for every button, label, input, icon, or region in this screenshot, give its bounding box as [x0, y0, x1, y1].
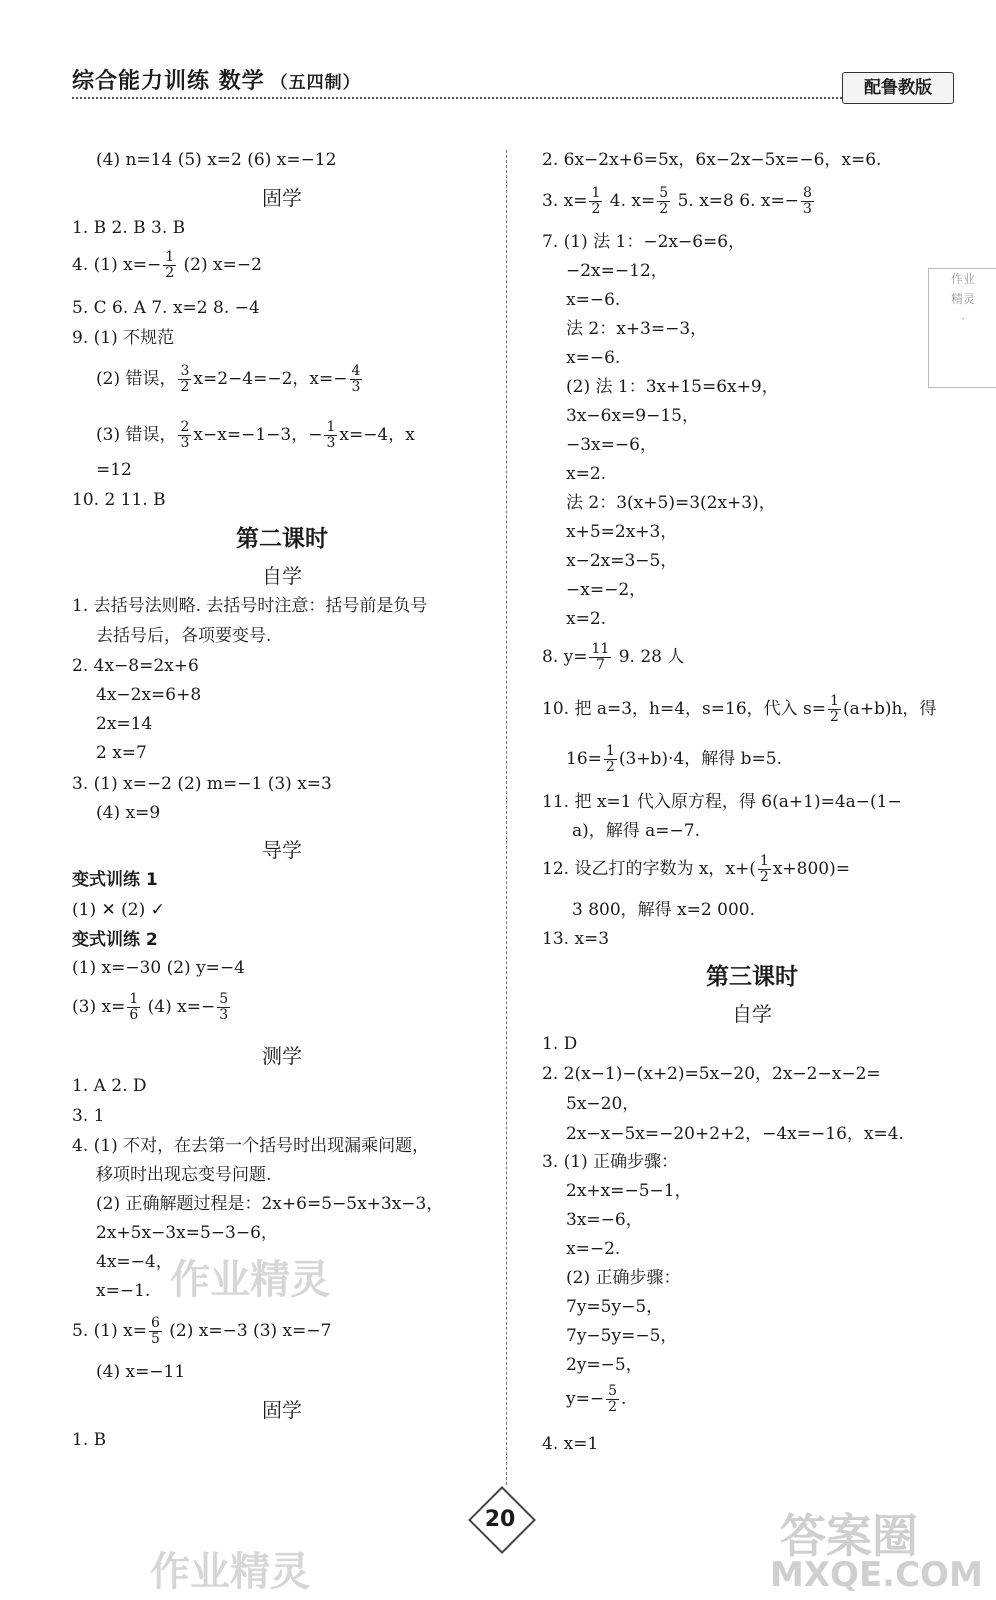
section-heading: 自学	[262, 564, 302, 588]
section-heading: 自学	[732, 1002, 772, 1026]
answer-line: 11. 把 x=1 代入原方程，得 6(a+1)=4a−(1−	[542, 792, 902, 812]
fraction: $\frac{1}{2}$	[165, 249, 175, 281]
header-subtitle: （五四制）	[270, 73, 361, 93]
answer-line: 2 x=7	[96, 743, 147, 763]
answer-line: x=−6.	[566, 290, 621, 310]
answer-line: 3. (1) 正确步骤：	[542, 1152, 679, 1172]
side-stamp: 作业 精灵 ·	[928, 268, 996, 388]
edition-badge: 配鲁教版	[842, 72, 954, 104]
answer-line: 2x−x−5x=−20+2+2，−4x=−16，x=4.	[566, 1124, 904, 1144]
header-title: 综合能力训练 数学 （五四制）	[72, 69, 361, 94]
answer-line: 5x−20，	[566, 1094, 640, 1114]
answer-line: a)，解得 a=−7.	[572, 821, 701, 841]
answer-line: 3x−6x=9−15，	[566, 406, 699, 426]
answer-line: 4x−2x=6+8	[96, 685, 202, 705]
answer-line: x+5=2x+3，	[566, 522, 678, 542]
watermark: 作业精灵	[170, 1257, 330, 1303]
answer-line: 9. (1) 不规范	[72, 328, 175, 348]
fraction: $\frac{1}{2}$	[759, 853, 769, 885]
answer-line: 法 2：3(x+5)=3(2x+3)，	[566, 493, 776, 513]
answer-line: 3x=−6，	[566, 1210, 643, 1230]
answer-line: 8. y= $\frac{11}{7}$ 9. 28 人	[542, 641, 685, 673]
answer-line: 7y=5y−5，	[566, 1297, 664, 1317]
answer-line: x=−2.	[566, 1239, 621, 1259]
answer-line: 1. A 2. D	[72, 1076, 147, 1096]
answer-line: 1. B	[72, 1430, 107, 1450]
page-number: 20	[484, 1507, 516, 1532]
answer-line: =12	[96, 460, 132, 480]
answer-line: 10. 2 11. B	[72, 490, 166, 510]
fraction: $\frac{5}{2}$	[608, 1383, 618, 1415]
answer-line: 1. 去括号法则略. 去括号时注意：括号前是负号	[72, 596, 428, 616]
answer-line: 4. x=1	[542, 1434, 599, 1454]
watermark: 答案圈	[780, 1509, 918, 1563]
fraction: $\frac{1}{2}$	[605, 743, 615, 775]
fraction: $\frac{8}{3}$	[802, 185, 812, 217]
answer-line: 4. (1) x=− $\frac{1}{2}$ (2) x=−2	[72, 249, 262, 281]
watermark: 作业精灵	[150, 1549, 310, 1595]
section-heading: 导学	[262, 838, 302, 862]
fraction: $\frac{5}{2}$	[659, 185, 669, 217]
fraction: $\frac{6}{5}$	[150, 1315, 160, 1347]
section-heading: 固学	[262, 1398, 302, 1422]
fraction: $\frac{3}{2}$	[180, 363, 190, 395]
answer-line: 2. 6x−2x+6=5x，6x−2x−5x=−6，x=6.	[542, 150, 882, 170]
answer-line: 法 2：x+3=−3，	[566, 319, 708, 339]
fraction: $\frac{2}{3}$	[180, 419, 190, 451]
answer-line: (4) x=−11	[96, 1362, 186, 1382]
answer-line: 2y=−5，	[566, 1355, 643, 1375]
answer-line: (1) x=−30 (2) y=−4	[72, 958, 245, 978]
answer-line: (4) x=9	[96, 803, 161, 823]
subheading: 变式训练 2	[72, 930, 158, 950]
answer-line: x=2.	[566, 464, 607, 484]
answer-line: 5. (1) x= $\frac{6}{5}$ (2) x=−3 (3) x=−7	[72, 1315, 332, 1347]
answer-line: (2) 法 1：3x+15=6x+9，	[566, 377, 779, 397]
fraction: $\frac{5}{3}$	[219, 991, 229, 1023]
answer-line: 2. 2(x−1)−(x+2)=5x−20，2x−2−x−2=	[542, 1064, 881, 1084]
answer-line: x−2x=3−5，	[566, 551, 678, 571]
fraction: $\frac{1}{6}$	[129, 991, 139, 1023]
answer-line: 去括号后，各项要变号.	[96, 626, 272, 646]
answer-line: 5. C 6. A 7. x=2 8. −4	[72, 298, 260, 318]
answer-line: 3. (1) x=−2 (2) m=−1 (3) x=3	[72, 774, 332, 794]
answer-line: x=−1.	[96, 1281, 151, 1301]
answer-line: 2. 4x−8=2x+6	[72, 656, 199, 676]
answer-line: −2x=−12，	[566, 261, 668, 281]
column-divider	[506, 150, 507, 1485]
answer-line: (3) 错误， $\frac{2}{3}$ x−x=−1−3，− $\frac{1}{3}$ x=−4，x	[96, 419, 415, 451]
answer-line: 3. 1	[72, 1106, 105, 1126]
answer-line: 7y−5y=−5，	[566, 1326, 678, 1346]
answer-line: (1) ✕ (2) ✓	[72, 900, 165, 920]
fraction: $\frac{4}{3}$	[351, 363, 361, 395]
answer-line: 4x=−4，	[96, 1252, 173, 1272]
answer-line: 7. (1) 法 1：−2x−6=6，	[542, 232, 746, 252]
answer-line: x=−6.	[566, 348, 621, 368]
answer-line: 2x+x=−5−1，	[566, 1181, 692, 1201]
fraction: $\frac{1}{3}$	[326, 419, 336, 451]
fraction: $\frac{1}{2}$	[591, 185, 601, 217]
answer-line: 3. x= $\frac{1}{2}$ 4. x= $\frac{5}{2}$ 5. x=8 6. x=− $\frac{8}{3}$	[542, 185, 812, 217]
answer-line: 1. B 2. B 3. B	[72, 218, 186, 238]
watermark: MXQE.COM	[770, 1555, 983, 1595]
section-heading: 测学	[262, 1044, 302, 1068]
answer-line: (2) 正确解题过程是：2x+6=5−5x+3x−3，	[96, 1194, 444, 1214]
answer-line: 2x+5x−3x=5−3−6，	[96, 1223, 278, 1243]
answer-line: y=− $\frac{5}{2}$ .	[566, 1383, 627, 1415]
answer-line: x=2.	[566, 609, 607, 629]
answer-line: 2x=14	[96, 714, 153, 734]
lesson-heading: 第三课时	[706, 964, 798, 990]
lesson-heading: 第二课时	[236, 526, 328, 552]
fraction: $\frac{11}{7}$	[591, 641, 610, 673]
header-divider	[72, 97, 842, 99]
answer-line: −3x=−6，	[566, 435, 657, 455]
fraction: $\frac{1}{2}$	[830, 693, 839, 725]
answer-line: 13. x=3	[542, 929, 610, 949]
answer-line: 移项时出现忘变号问题.	[96, 1165, 272, 1185]
answer-line: 3 800，解得 x=2 000.	[572, 900, 755, 920]
answer-line: (3) x= $\frac{1}{6}$ (4) x=− $\frac{5}{3}$	[72, 991, 229, 1023]
subheading: 变式训练 1	[72, 870, 158, 890]
section-heading: 固学	[262, 186, 302, 210]
answer-line: (4) n=14 (5) x=2 (6) x=−12	[96, 150, 337, 170]
answer-line: 4. (1) 不对，在去第一个括号时出现漏乘问题，	[72, 1136, 430, 1156]
answer-line: (2) 错误， $\frac{3}{2}$ x=2−4=−2，x=− $\frac{4}{3}$	[96, 363, 361, 395]
answer-line: −x=−2，	[566, 580, 647, 600]
answer-line: 12. 设乙打的字数为 x，x+( $\frac{1}{2}$ x+800)=	[542, 853, 850, 885]
answer-line: (2) 正确步骤：	[566, 1268, 681, 1288]
answer-line: 10. 把 a=3，h=4，s=16，代入 s= $\frac{1}{2}$ (a+b)h，得	[542, 693, 937, 725]
answer-line: 16= $\frac{1}{2}$ (3+b)·4，解得 b=5.	[566, 743, 782, 775]
answer-line: 1. D	[542, 1034, 578, 1054]
